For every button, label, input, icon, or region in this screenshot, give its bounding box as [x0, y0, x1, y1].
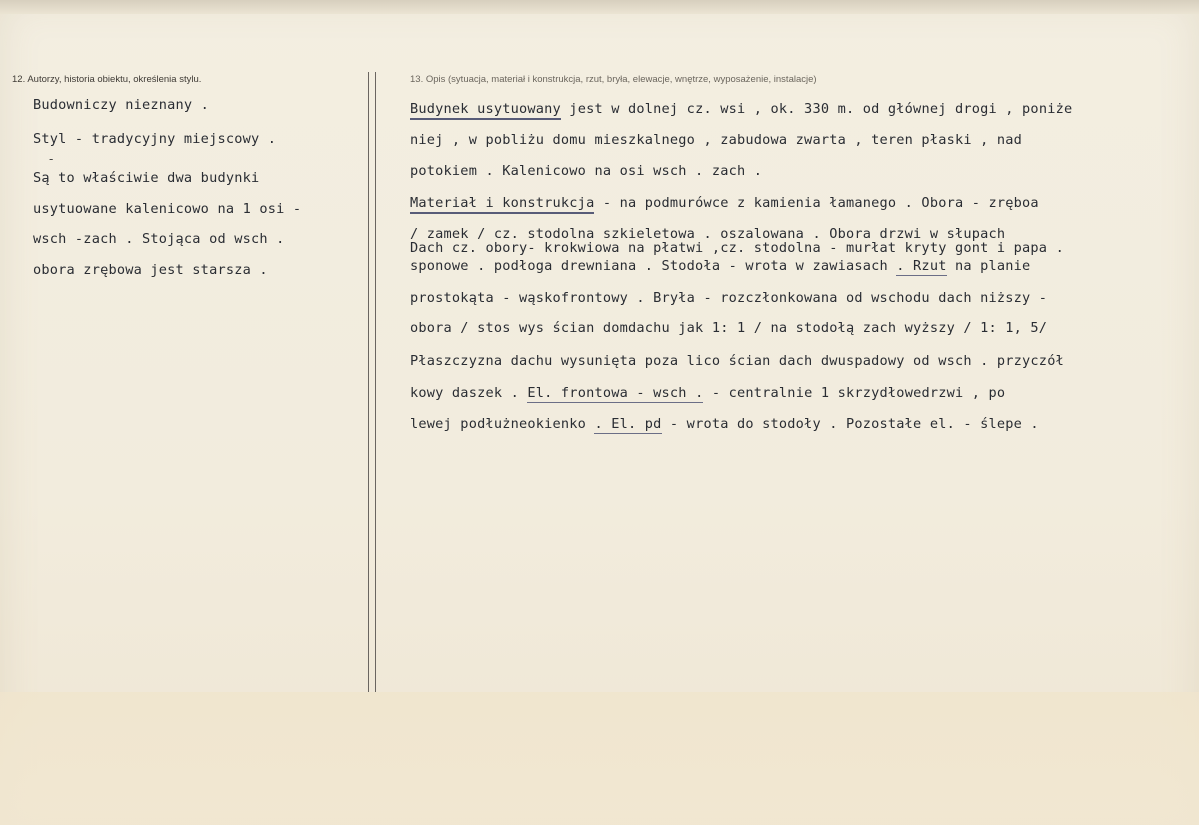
left-line-1: Budowniczy nieznany . [33, 97, 210, 113]
right-line-6-text: sponowe . podłoga drewniana . Stodoła - wrota w zawiasach [410, 258, 897, 274]
left-line-6: obora zrębowa jest starsza . [33, 262, 268, 278]
right-line-5a: / zamek / cz. stodolna szkieletowa . oszalowana . Obora drzwi w słupach [410, 226, 1006, 242]
section-13-heading: 13. Opis (sytuacja, materiał i konstrukcja, rzut, bryła, elewacje, wnętrze, wyposażenie, instalacje) [410, 74, 817, 85]
section-12-heading: 12. Autorzy, historia obiektu, określenia stylu. [12, 74, 202, 85]
right-line-11-end: - wrota do stodoły . Pozostałe el. - ślepe . [661, 416, 1039, 432]
ink-mark: - [49, 152, 54, 166]
right-line-4-text: - na podmurówce z kamienia łamanego . Obora - zręboa [594, 195, 1039, 211]
right-line-2: niej , w pobliżu domu mieszkalnego , zabudowa zwarta , teren płaski , nad [410, 132, 1023, 148]
underlined-phrase-budynek: Budynek usytuowany [410, 101, 561, 120]
left-line-3: Są to właściwie dwa budynki [33, 170, 260, 186]
underlined-phrase-material: Materiał i konstrukcja [410, 195, 594, 214]
card-top-edge [0, 0, 1199, 14]
right-line-10 [410, 385, 1005, 401]
right-line-11-text: lewej podłużneokienko [410, 416, 595, 432]
card-bottom-area [0, 692, 1199, 825]
underlined-phrase-el-pd: . El. pd [594, 416, 662, 432]
column-divider-right [375, 72, 376, 692]
right-line-7: prostokąta - wąskofrontowy . Bryła - rozczłonkowana od wschodu dach niższy - [410, 290, 1048, 306]
right-line-1 [410, 101, 1072, 117]
right-line-6-end: na planie [946, 258, 1031, 274]
underlined-phrase-rzut: . Rzut [896, 258, 947, 274]
left-line-2: Styl - tradycyjny miejscowy . [33, 131, 277, 147]
right-line-1-text: jest w dolnej cz. wsi , ok. 330 m. od głównej drogi , poniże [560, 101, 1073, 117]
column-divider-left [368, 72, 369, 692]
right-line-5b: Dach cz. obory- krokwiowa na płatwi ,cz. stodolna - murłat kryty gont i papa . [410, 240, 1064, 256]
underlined-phrase-el-frontowa: El. frontowa - wsch . [527, 385, 704, 401]
right-line-9: Płaszczyzna dachu wysunięta poza lico ścian dach dwuspadowy od wsch . przyczół [410, 353, 1064, 369]
right-line-10-end: - centralnie 1 skrzydłowedrzwi , po [703, 385, 1006, 401]
right-line-10-text: kowy daszek . [410, 385, 528, 401]
right-line-6 [410, 258, 1030, 274]
left-line-4: usytuowane kalenicowo na 1 osi - [33, 201, 302, 217]
right-line-8: obora / stos wys ścian domdachu jak 1: 1 / na stodołą zach wyższy / 1: 1, 5/ [410, 320, 1048, 336]
left-line-5: wsch -zach . Stojąca od wsch . [33, 231, 285, 247]
right-line-3: potokiem . Kalenicowo na osi wsch . zach . [410, 163, 763, 179]
right-line-4 [410, 195, 1039, 211]
right-line-11 [410, 416, 1039, 432]
